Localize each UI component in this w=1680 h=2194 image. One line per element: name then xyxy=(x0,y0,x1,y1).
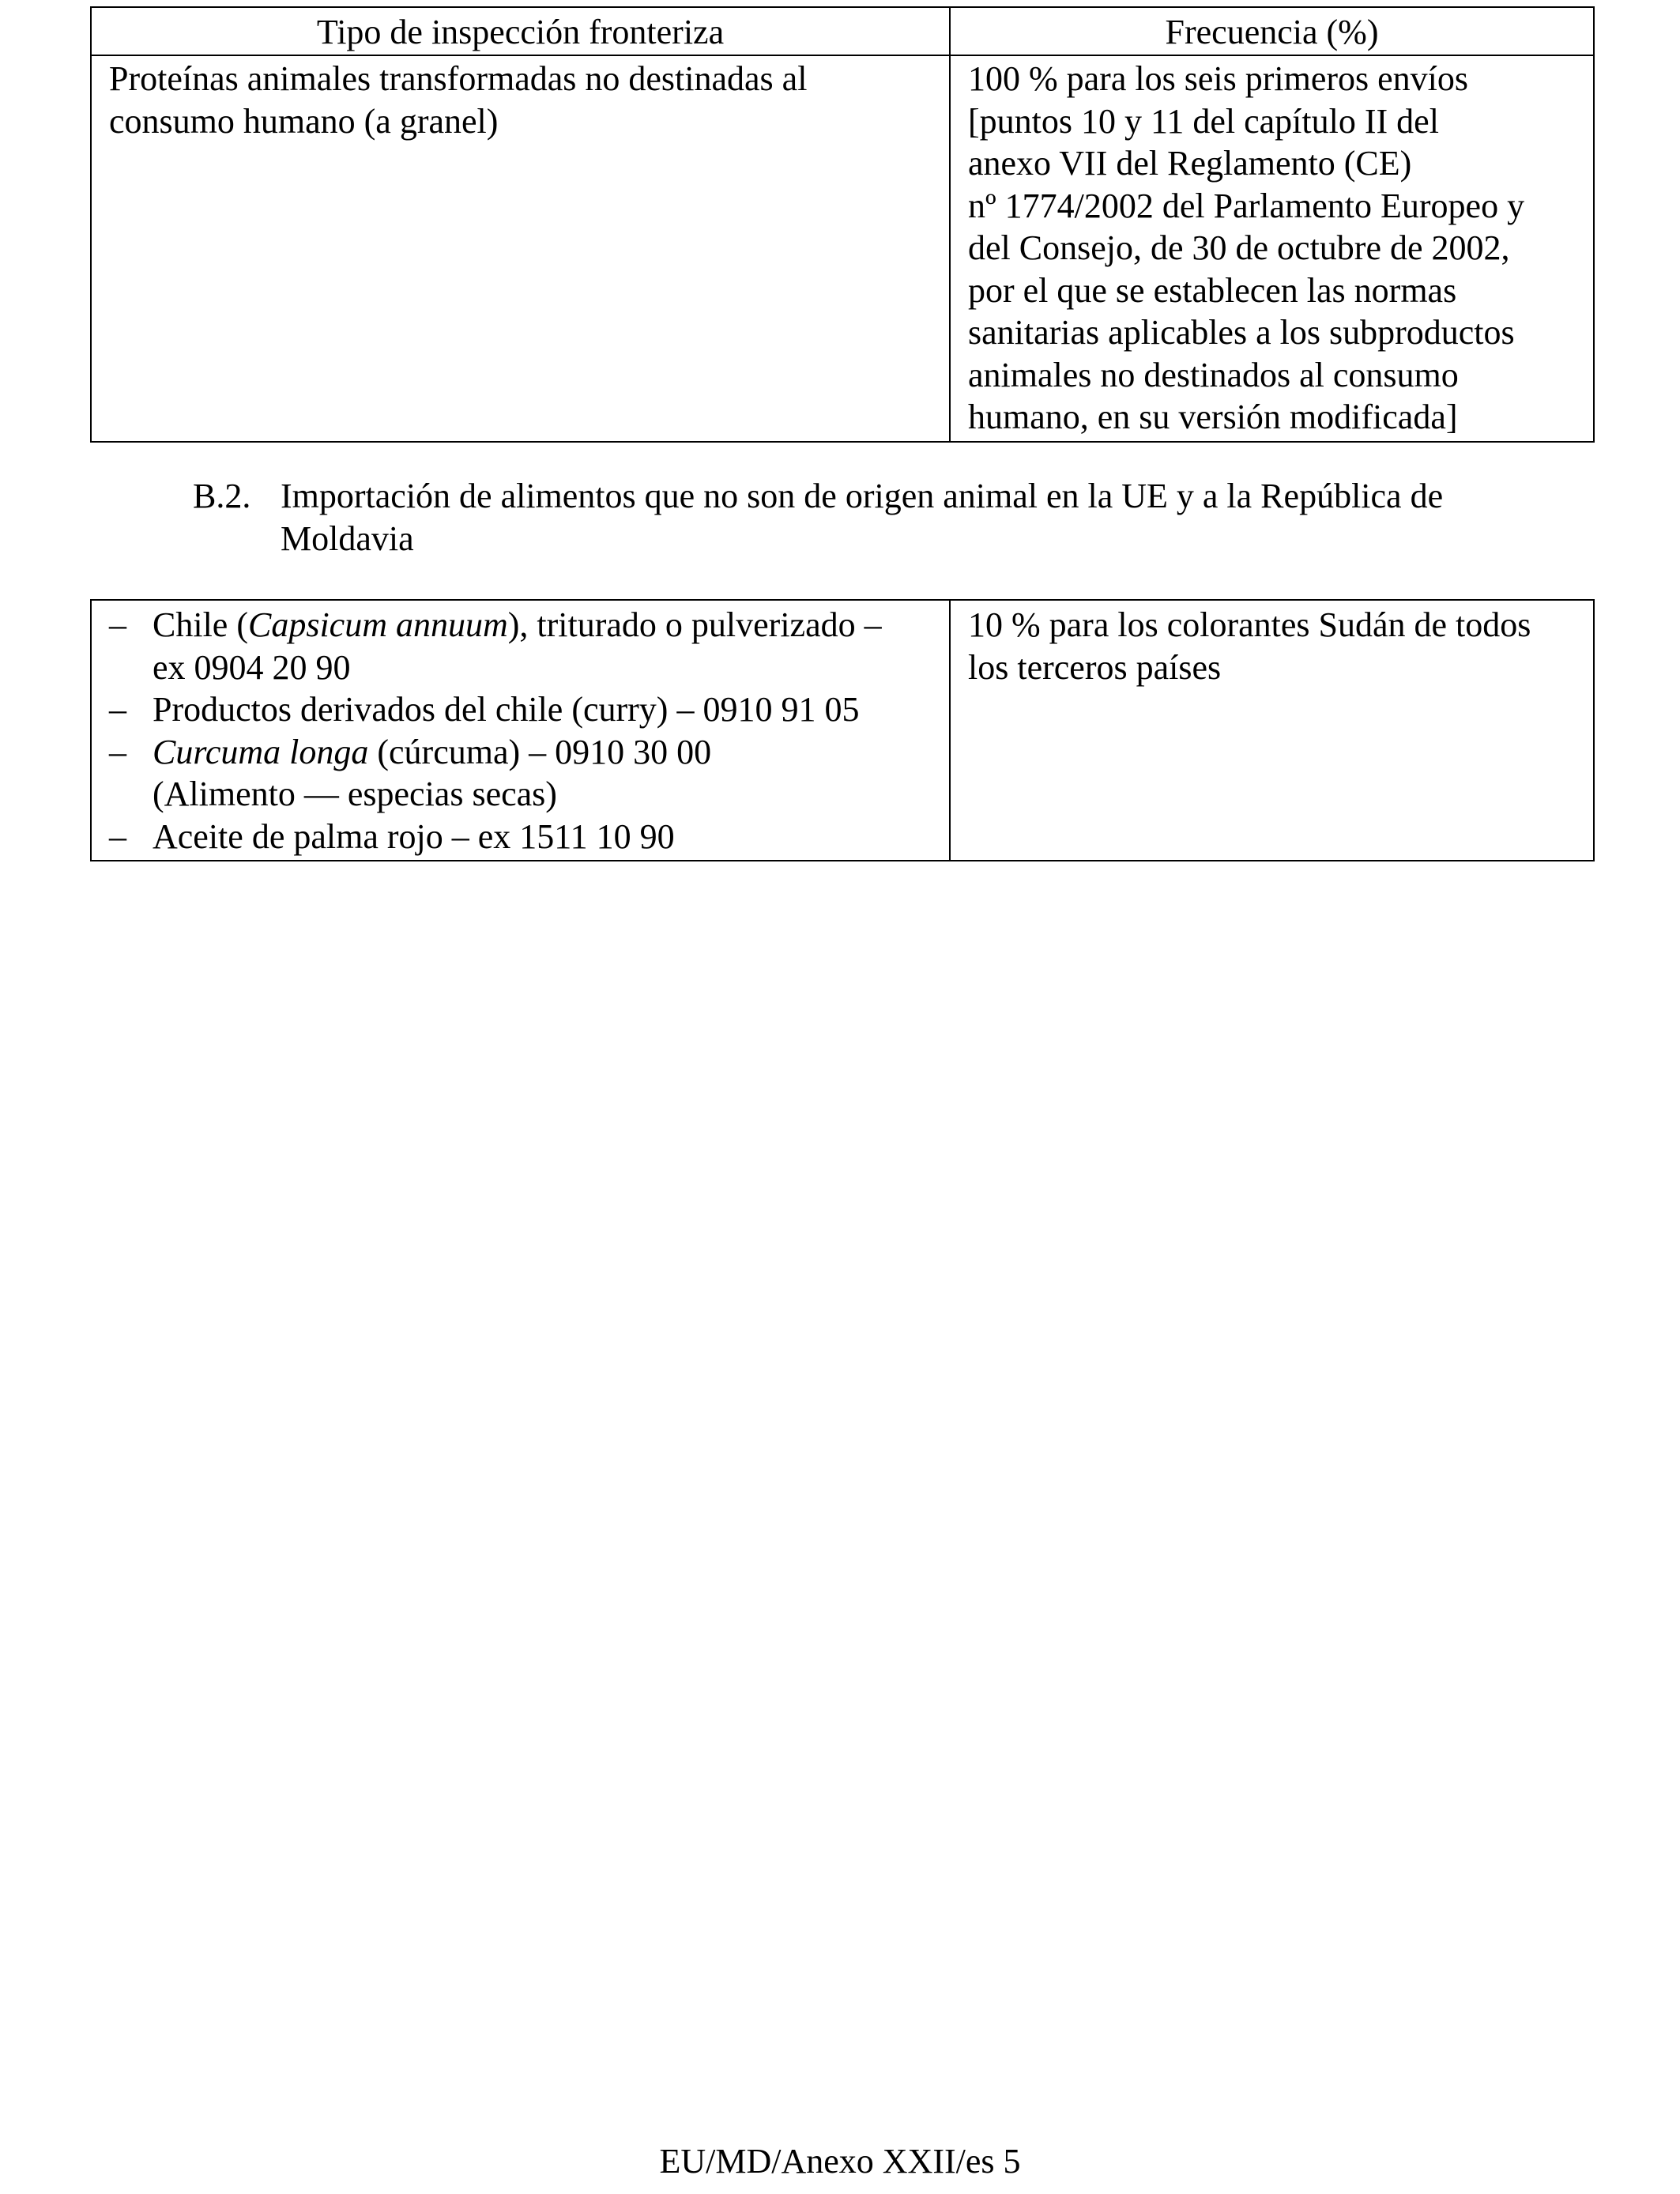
column-header-inspection-type: Tipo de inspección fronteriza xyxy=(91,7,950,55)
list-item xyxy=(109,688,949,731)
cell-text-line: animales no destinados al consumo xyxy=(968,355,1459,394)
product-list xyxy=(109,604,949,858)
dash-bullet: – xyxy=(109,816,126,856)
frequency-cell xyxy=(950,55,1594,442)
page-footer: EU/MD/Anexo XXII/es 5 xyxy=(659,2142,1021,2181)
frequency-cell xyxy=(950,600,1594,861)
cell-text-line: humano, en su versión modificada] xyxy=(968,398,1458,436)
item-text: Chile ( xyxy=(153,605,248,644)
item-text: (cúrcuma) – 0910 30 00 xyxy=(368,732,712,771)
table-row xyxy=(91,600,1594,861)
cell-text-line: [puntos 10 y 11 del capítulo II del xyxy=(968,101,1439,141)
cell-text-line: por el que se establecen las normas xyxy=(968,270,1457,310)
cell-text-line: Proteínas animales transformadas no destinadas al xyxy=(109,59,808,98)
list-item xyxy=(109,604,949,688)
list-item xyxy=(109,731,949,816)
products-cell xyxy=(91,600,950,861)
food-imports-table xyxy=(90,599,1595,861)
cell-text-line: nº 1774/2002 del Parlamento Europeo y xyxy=(968,186,1525,225)
inspection-type-cell xyxy=(91,55,950,442)
cell-text-line: 10 % para los colorantes Sudán de todos xyxy=(968,605,1531,644)
item-species-name: Curcuma longa xyxy=(153,732,369,771)
cell-text-line: 100 % para los seis primeros envíos xyxy=(968,59,1468,98)
item-text: ), triturado o pulverizado – xyxy=(507,605,882,644)
section-number: B.2. xyxy=(193,477,251,515)
cell-text-line: consumo humano (a granel) xyxy=(109,101,499,141)
inspection-frequency-table xyxy=(90,6,1595,443)
cell-text-line: anexo VII del Reglamento (CE) xyxy=(968,144,1412,183)
item-species-name: Capsicum annuum xyxy=(247,605,508,644)
item-text: Aceite de palma rojo – ex 1511 10 90 xyxy=(153,816,675,856)
list-item xyxy=(109,816,949,858)
dash-bullet: – xyxy=(109,605,126,644)
item-text: (Alimento — especias secas) xyxy=(153,775,557,813)
item-text: ex 0904 20 90 xyxy=(153,647,351,687)
section-title: Importación de alimentos que no son de origen animal en la UE y a la República de Moldavia xyxy=(281,477,1444,558)
table-header-row xyxy=(91,7,1594,55)
cell-text-line: del Consejo, de 30 de octubre de 2002, xyxy=(968,228,1510,267)
item-text: Productos derivados del chile (curry) – 0910 91 05 xyxy=(153,690,860,729)
table-row xyxy=(91,55,1594,442)
cell-text-line: los terceros países xyxy=(968,647,1222,687)
column-header-frequency: Frecuencia (%) xyxy=(950,7,1594,55)
cell-text-line: sanitarias aplicables a los subproductos xyxy=(968,313,1515,352)
dash-bullet: – xyxy=(109,732,126,771)
dash-bullet: – xyxy=(109,690,126,729)
